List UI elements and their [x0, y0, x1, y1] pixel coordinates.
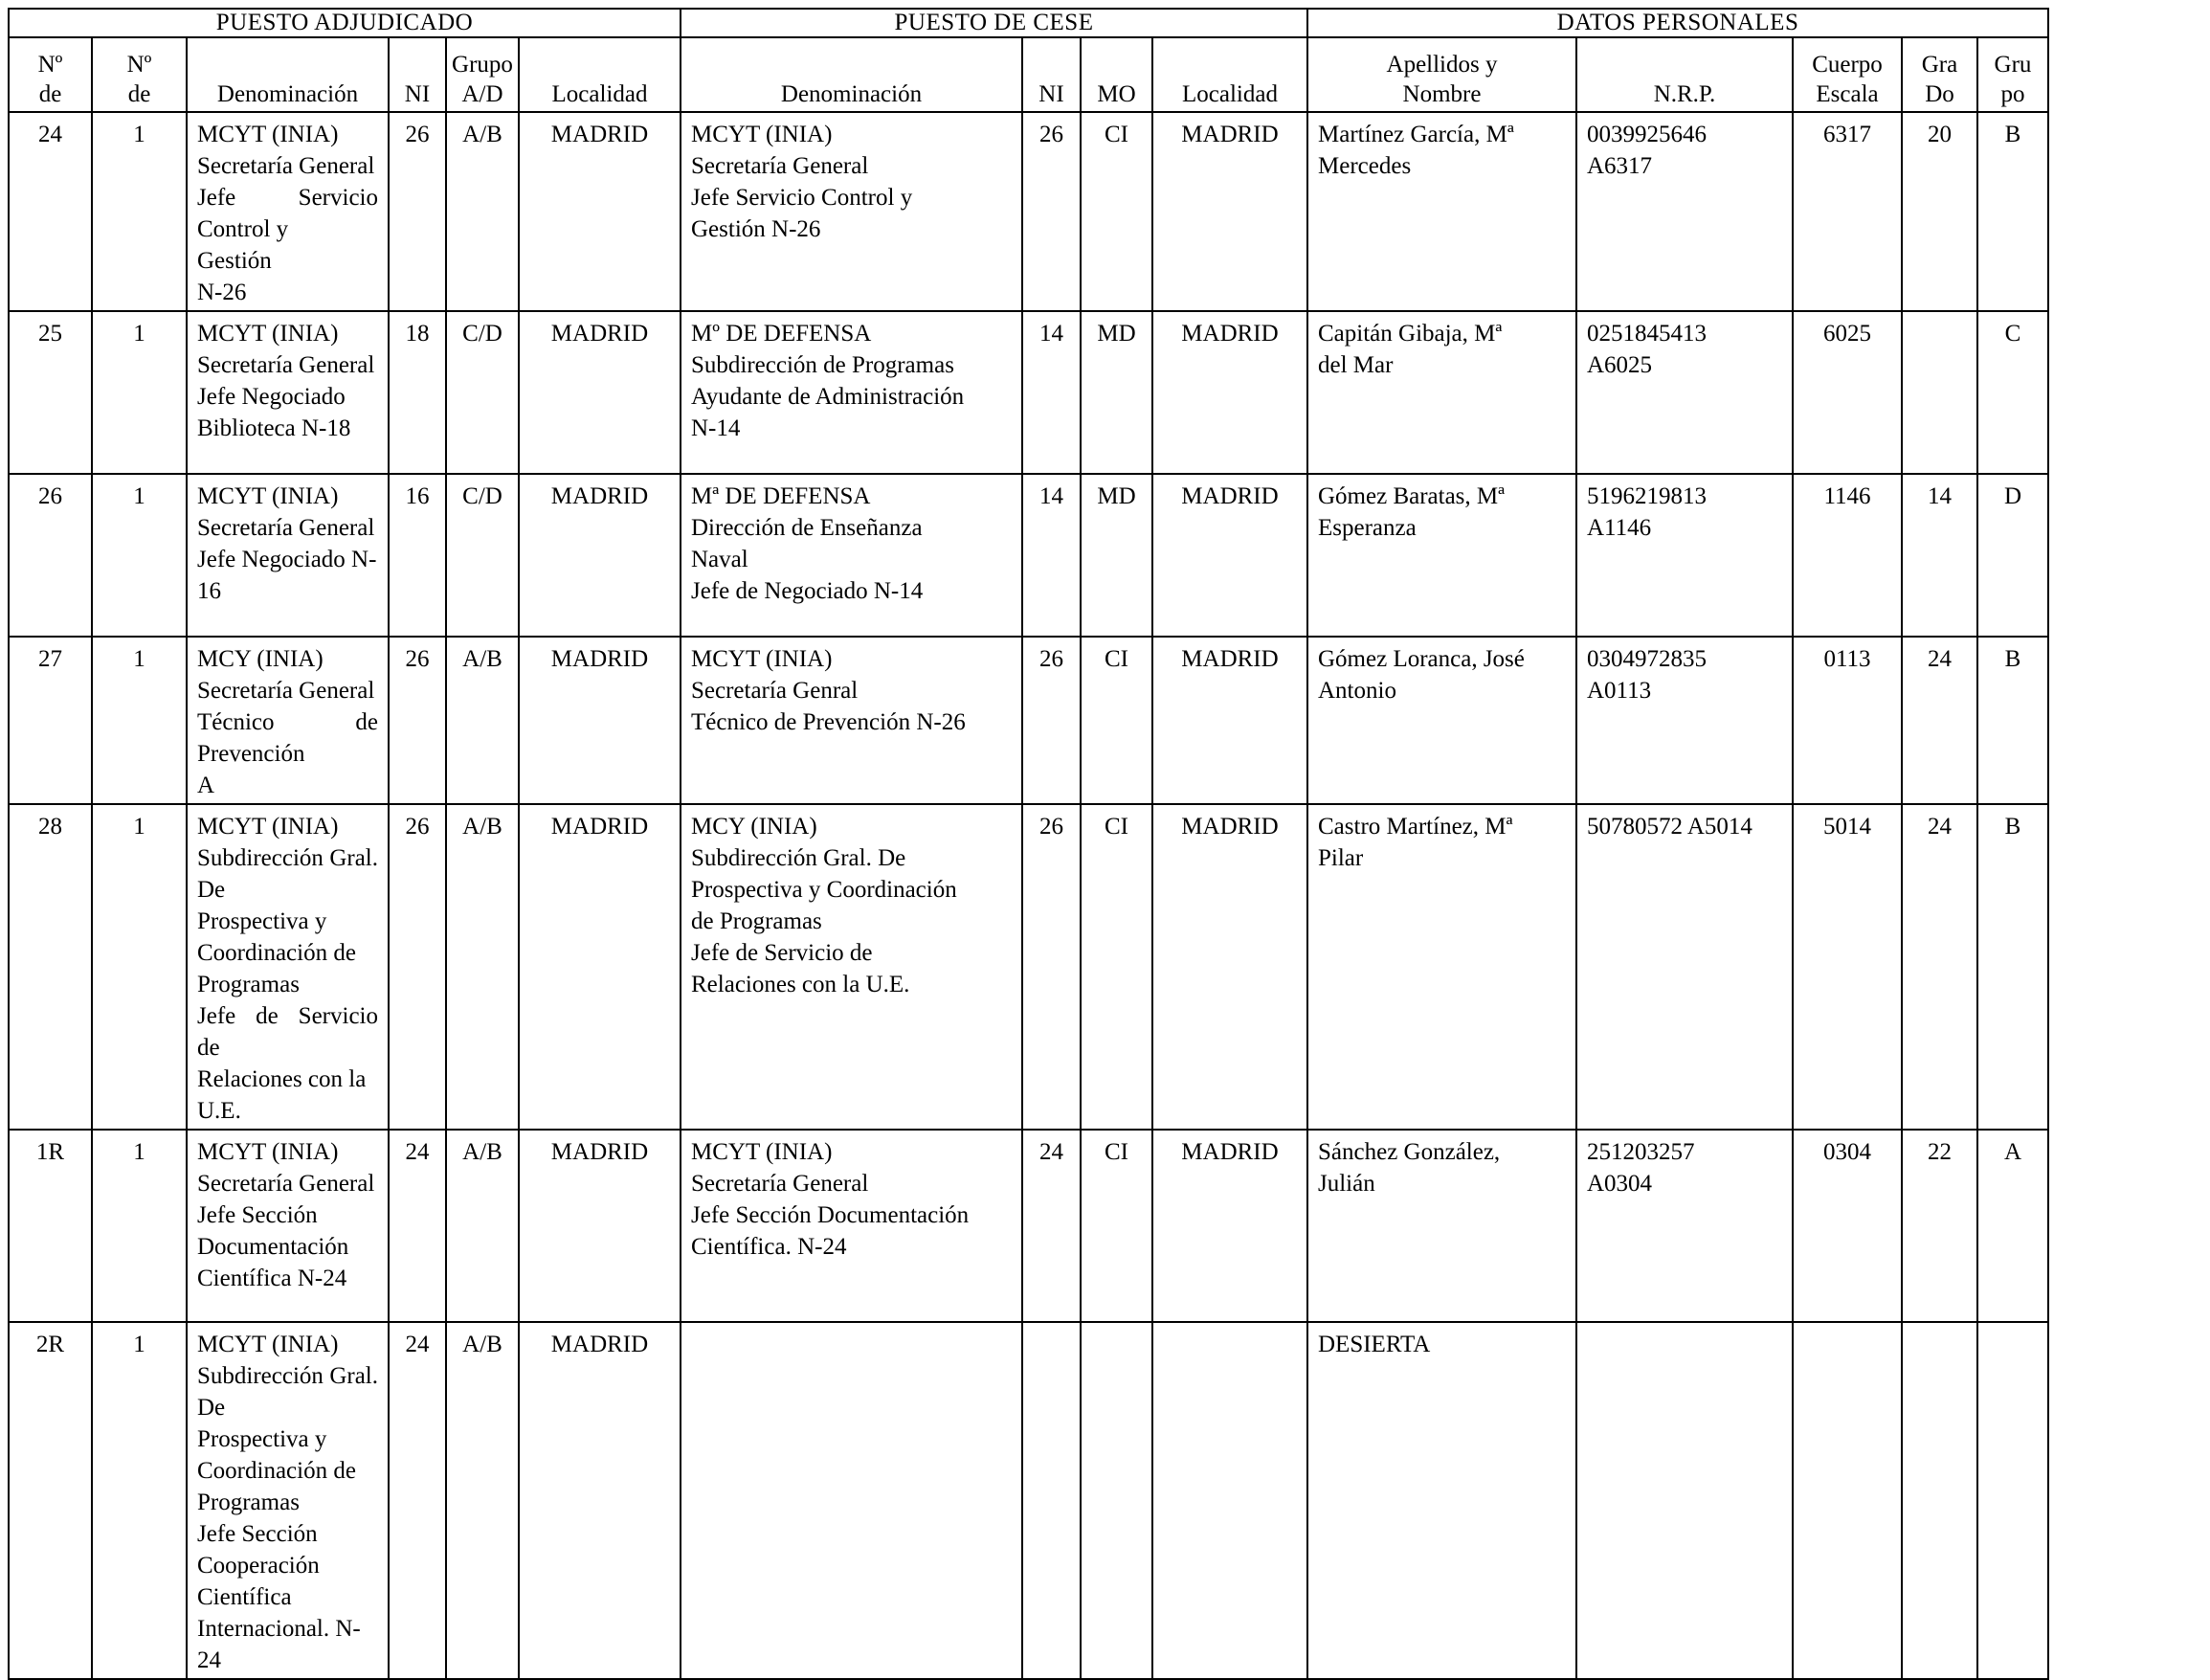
header-line: Nombre: [1402, 81, 1482, 107]
cell-line: Técnico de Prevención N-26: [691, 709, 966, 735]
cell-line: Gestión: [197, 248, 272, 274]
cell-line: Jefe de Negociado N-14: [691, 578, 924, 604]
cell-line: Castro Martínez, Mª: [1318, 814, 1513, 840]
cell-line: Capitán Gibaja, Mª: [1318, 321, 1503, 347]
header-line: NI: [404, 81, 431, 107]
cell-line: N-14: [691, 415, 741, 441]
col-apellidos-nombre-header: [1307, 37, 1576, 112]
cell-n-plazas: 1: [92, 474, 187, 637]
col-cese-denominacion-header: [681, 37, 1022, 112]
cell-nrp: [1576, 112, 1793, 311]
header-line: Cuerpo: [1812, 52, 1883, 78]
cell-line: Julián: [1318, 1171, 1375, 1197]
cell-line: MCYT (INIA): [691, 1139, 833, 1165]
cell-line: Programas: [197, 972, 300, 997]
cell-adj-denominacion: [187, 112, 389, 311]
cell-line: A: [197, 773, 215, 798]
group-header-puesto-de-cese: PUESTO DE CESE: [681, 9, 1307, 37]
cell-line: Gestión N-26: [691, 216, 821, 242]
cell-cuerpo-escala: 0304: [1793, 1130, 1902, 1322]
cell-cese-localidad: [1152, 1322, 1307, 1679]
cell-line: Coordinación de: [197, 1458, 356, 1484]
header-line: MO: [1097, 81, 1136, 107]
col-adj-ni-header: [389, 37, 446, 112]
cell-line: MCYT (INIA): [197, 483, 339, 509]
cell-line: Sánchez González,: [1318, 1139, 1501, 1165]
cell-line: Prospectiva y Coordinación: [691, 877, 957, 903]
cell-cese-mo: MD: [1081, 311, 1152, 474]
cell-line: Antonio: [1318, 678, 1396, 704]
cell-line: Secretaría General: [691, 153, 869, 179]
cell-cese-mo: MD: [1081, 474, 1152, 637]
col-cese-ni-header: [1022, 37, 1081, 112]
cell-line: Subdirección Gral. De: [691, 845, 906, 871]
cell-grado: 22: [1902, 1130, 1977, 1322]
cell-line: Mercedes: [1318, 153, 1412, 179]
header-line: Gru: [1994, 52, 2032, 78]
cell-n-orden: 2R: [9, 1322, 92, 1679]
cell-line: Gómez Baratas, Mª: [1318, 483, 1506, 509]
cell-cese-ni: [1022, 1322, 1081, 1679]
cell-adj-ni: 26: [389, 112, 446, 311]
col-adj-localidad-header: [519, 37, 681, 112]
cell-apellidos-nombre: [1307, 1130, 1576, 1322]
cell-line: A6025: [1587, 352, 1653, 378]
group-header-puesto-adjudicado: PUESTO ADJUDICADO: [9, 9, 681, 37]
cell-line: 251203257: [1587, 1139, 1695, 1165]
cell-grado: [1902, 1322, 1977, 1679]
col-n-orden-header: [9, 37, 92, 112]
col-grado-header: [1902, 37, 1977, 112]
cell-cese-ni: 14: [1022, 474, 1081, 637]
cell-n-plazas: 1: [92, 311, 187, 474]
col-grupo-header: [1977, 37, 2048, 112]
cell-cuerpo-escala: 6317: [1793, 112, 1902, 311]
cell-cese-localidad: MADRID: [1152, 474, 1307, 637]
cell-line: MCYT (INIA): [197, 122, 339, 147]
cell-n-orden: 1R: [9, 1130, 92, 1322]
cell-adj-ni: 26: [389, 804, 446, 1130]
cell-grupo: A: [1977, 1130, 2048, 1322]
table-row: [9, 1322, 2048, 1679]
cell-n-plazas: 1: [92, 1322, 187, 1679]
cell-cuerpo-escala: 5014: [1793, 804, 1902, 1130]
cell-cese-ni: 26: [1022, 112, 1081, 311]
header-line: Escala: [1816, 81, 1879, 107]
table-row: [9, 474, 2048, 637]
cell-cese-localidad: MADRID: [1152, 311, 1307, 474]
cell-line: Coordinación de: [197, 940, 356, 966]
cell-cuerpo-escala: [1793, 1322, 1902, 1679]
cell-cese-mo: CI: [1081, 1130, 1152, 1322]
cell-line: Gómez Loranca, José: [1318, 646, 1525, 672]
cell-nrp: [1576, 804, 1793, 1130]
cell-line: Secretaría Genral: [691, 678, 859, 704]
cell-adj-grupo: A/B: [446, 1322, 519, 1679]
cell-grado: 20: [1902, 112, 1977, 311]
cell-cese-denominacion: [681, 112, 1022, 311]
col-nrp-header: [1576, 37, 1793, 112]
header-line: Nº: [37, 52, 63, 78]
cell-line: Jefe Sección: [197, 1202, 318, 1228]
cell-adj-denominacion: [187, 474, 389, 637]
cell-line: de Programas: [691, 908, 822, 934]
table-row: [9, 112, 2048, 311]
cell-line: DESIERTA: [1318, 1332, 1431, 1357]
cell-line: N-26: [197, 280, 247, 305]
cell-line: 50780572 A5014: [1587, 814, 1752, 840]
cell-line: Ayudante de Administración: [691, 384, 965, 410]
header-line: Grupo: [452, 52, 513, 78]
cell-cese-mo: CI: [1081, 112, 1152, 311]
cell-line: Subdirección Gral. De: [197, 1363, 378, 1421]
cell-cese-denominacion: [681, 1130, 1022, 1322]
cell-line: MCYT (INIA): [197, 1139, 339, 1165]
cell-line: MCY (INIA): [691, 814, 817, 840]
cell-adj-denominacion: [187, 804, 389, 1130]
col-cese-localidad-header: [1152, 37, 1307, 112]
cell-grado: 24: [1902, 804, 1977, 1130]
cell-nrp: [1576, 1322, 1793, 1679]
cell-grupo: C: [1977, 311, 2048, 474]
cell-n-orden: 27: [9, 637, 92, 804]
header-line: Do: [1925, 81, 1954, 107]
cell-line: MCYT (INIA): [197, 321, 339, 347]
cell-line: Secretaría General: [197, 352, 375, 378]
cell-grupo: D: [1977, 474, 2048, 637]
cell-adj-localidad: MADRID: [519, 1130, 681, 1322]
cell-adj-denominacion: [187, 637, 389, 804]
header-line: N.R.P.: [1653, 81, 1716, 107]
cell-line: MCYT (INIA): [197, 814, 339, 840]
cell-nrp: [1576, 637, 1793, 804]
cell-line: Biblioteca N-18: [197, 415, 351, 441]
cell-n-orden: 25: [9, 311, 92, 474]
table-row: [9, 804, 2048, 1130]
cell-adj-localidad: MADRID: [519, 637, 681, 804]
cell-apellidos-nombre: [1307, 112, 1576, 311]
cell-line: Científica. N-24: [691, 1234, 847, 1260]
header-line: po: [2000, 81, 2025, 107]
cell-line: Jefe Negociado: [197, 384, 346, 410]
cell-nrp: [1576, 1130, 1793, 1322]
resolution-table: [8, 8, 2049, 1680]
cell-adj-denominacion: [187, 311, 389, 474]
cell-line: A1146: [1587, 515, 1652, 541]
cell-n-orden: 28: [9, 804, 92, 1130]
cell-adj-denominacion: [187, 1322, 389, 1679]
cell-line: Mª DE DEFENSA: [691, 483, 871, 509]
cell-line: Relaciones con la U.E.: [197, 1066, 367, 1124]
cell-cese-localidad: MADRID: [1152, 804, 1307, 1130]
cell-line: A0304: [1587, 1171, 1653, 1197]
cell-apellidos-nombre: [1307, 474, 1576, 637]
cell-line: Naval: [691, 547, 748, 572]
cell-nrp: [1576, 474, 1793, 637]
cell-cese-ni: 24: [1022, 1130, 1081, 1322]
cell-cese-mo: CI: [1081, 804, 1152, 1130]
cell-apellidos-nombre: [1307, 804, 1576, 1130]
cell-line: Jefe de Servicio de: [691, 940, 873, 966]
cell-grado: 24: [1902, 637, 1977, 804]
cell-line: Científica N-24: [197, 1266, 347, 1291]
cell-adj-ni: 24: [389, 1130, 446, 1322]
cell-line: Mº DE DEFENSA: [691, 321, 872, 347]
cell-adj-grupo: A/B: [446, 1130, 519, 1322]
cell-n-plazas: 1: [92, 637, 187, 804]
column-header-row: [9, 37, 2048, 112]
cell-line: 0251845413: [1587, 321, 1707, 347]
cell-adj-ni: 24: [389, 1322, 446, 1679]
cell-adj-localidad: MADRID: [519, 804, 681, 1130]
cell-cese-denominacion: [681, 804, 1022, 1130]
cell-adj-grupo: A/B: [446, 112, 519, 311]
cell-cese-localidad: MADRID: [1152, 112, 1307, 311]
cell-line: Relaciones con la U.E.: [691, 972, 910, 997]
cell-grupo: [1977, 1322, 2048, 1679]
table-body: [9, 112, 2048, 1679]
cell-n-plazas: 1: [92, 112, 187, 311]
cell-line: MCYT (INIA): [691, 646, 833, 672]
cell-line: Jefe Negociado N-16: [197, 547, 377, 604]
col-adj-denominacion-header: [187, 37, 389, 112]
cell-line: Jefe Servicio Control y: [691, 185, 913, 211]
cell-adj-ni: 18: [389, 311, 446, 474]
col-n-plazas-header: [92, 37, 187, 112]
cell-adj-denominacion: [187, 1130, 389, 1322]
cell-nrp: [1576, 311, 1793, 474]
cell-line: Subdirección Gral. De: [197, 845, 378, 903]
cell-line: Dirección de Enseñanza: [691, 515, 923, 541]
cell-line: Jefe de Servicio de: [197, 1003, 378, 1061]
cell-grupo: B: [1977, 637, 2048, 804]
cell-cuerpo-escala: 6025: [1793, 311, 1902, 474]
cell-line: MCYT (INIA): [197, 1332, 339, 1357]
cell-line: Prospectiva y: [197, 1426, 327, 1452]
group-header-row: [9, 9, 2048, 37]
cell-line: MCY (INIA): [197, 646, 324, 672]
cell-line: Documentación: [197, 1234, 349, 1260]
cell-line: Internacional. N-24: [197, 1616, 361, 1673]
cell-line: 0304972835: [1587, 646, 1707, 672]
col-cuerpo-escala-header: [1793, 37, 1902, 112]
header-line: Denominación: [216, 81, 359, 107]
cell-cese-denominacion: [681, 1322, 1022, 1679]
table-row: [9, 311, 2048, 474]
cell-cese-denominacion: [681, 311, 1022, 474]
cell-line: Secretaría General: [197, 678, 375, 704]
cell-n-orden: 24: [9, 112, 92, 311]
header-line: Apellidos y: [1386, 52, 1498, 78]
cell-grupo: B: [1977, 112, 2048, 311]
cell-line: 0039925646: [1587, 122, 1707, 147]
cell-cese-ni: 14: [1022, 311, 1081, 474]
cell-line: Jefe Sección Documentación: [691, 1202, 970, 1228]
cell-n-plazas: 1: [92, 1130, 187, 1322]
cell-line: Cooperación Científica: [197, 1553, 320, 1610]
header-line: de: [38, 81, 62, 107]
cell-line: Jefe Servicio Control y: [197, 185, 378, 242]
table-head: [9, 9, 2048, 112]
cell-adj-grupo: A/B: [446, 804, 519, 1130]
cell-line: Esperanza: [1318, 515, 1417, 541]
cell-apellidos-nombre: [1307, 637, 1576, 804]
cell-cuerpo-escala: 0113: [1793, 637, 1902, 804]
cell-line: A0113: [1587, 678, 1652, 704]
cell-line: 5196219813: [1587, 483, 1707, 509]
cell-line: Jefe Sección: [197, 1521, 318, 1547]
cell-adj-localidad: MADRID: [519, 474, 681, 637]
cell-cese-mo: CI: [1081, 637, 1152, 804]
cell-apellidos-nombre: [1307, 1322, 1576, 1679]
header-line: de: [127, 81, 151, 107]
group-header-datos-personales: DATOS PERSONALES: [1307, 9, 2048, 37]
cell-adj-grupo: C/D: [446, 474, 519, 637]
header-line: A/D: [461, 81, 503, 107]
cell-cese-denominacion: [681, 474, 1022, 637]
cell-adj-ni: 26: [389, 637, 446, 804]
cell-adj-localidad: MADRID: [519, 1322, 681, 1679]
cell-cese-ni: 26: [1022, 804, 1081, 1130]
cell-line: A6317: [1587, 153, 1653, 179]
cell-adj-localidad: MADRID: [519, 311, 681, 474]
cell-cese-mo: [1081, 1322, 1152, 1679]
cell-n-orden: 26: [9, 474, 92, 637]
col-adj-grupo-header: [446, 37, 519, 112]
header-line: NI: [1038, 81, 1064, 107]
cell-grado: 14: [1902, 474, 1977, 637]
cell-line: Secretaría General: [197, 1171, 375, 1197]
cell-line: Subdirección de Programas: [691, 352, 954, 378]
cell-line: Técnico de Prevención: [197, 709, 378, 767]
cell-cese-localidad: MADRID: [1152, 1130, 1307, 1322]
header-line: Denominación: [780, 81, 923, 107]
cell-adj-ni: 16: [389, 474, 446, 637]
cell-apellidos-nombre: [1307, 311, 1576, 474]
cell-grupo: B: [1977, 804, 2048, 1130]
header-line: Localidad: [551, 81, 648, 107]
cell-line: Secretaría General: [197, 153, 375, 179]
header-line: Gra: [1921, 52, 1958, 78]
cell-line: Martínez García, Mª: [1318, 122, 1514, 147]
header-line: Nº: [126, 52, 152, 78]
cell-n-plazas: 1: [92, 804, 187, 1130]
cell-line: del Mar: [1318, 352, 1394, 378]
cell-line: MCYT (INIA): [691, 122, 833, 147]
cell-cese-localidad: MADRID: [1152, 637, 1307, 804]
cell-line: Programas: [197, 1490, 300, 1515]
cell-line: Pilar: [1318, 845, 1364, 871]
cell-cuerpo-escala: 1146: [1793, 474, 1902, 637]
cell-adj-grupo: A/B: [446, 637, 519, 804]
cell-adj-grupo: C/D: [446, 311, 519, 474]
header-line: Localidad: [1182, 81, 1278, 107]
col-cese-mo-header: [1081, 37, 1152, 112]
table-row: [9, 637, 2048, 804]
cell-line: Secretaría General: [691, 1171, 869, 1197]
table-row: [9, 1130, 2048, 1322]
cell-adj-localidad: MADRID: [519, 112, 681, 311]
cell-line: Secretaría General: [197, 515, 375, 541]
cell-grado: [1902, 311, 1977, 474]
cell-line: Prospectiva y: [197, 908, 327, 934]
cell-cese-denominacion: [681, 637, 1022, 804]
cell-cese-ni: 26: [1022, 637, 1081, 804]
